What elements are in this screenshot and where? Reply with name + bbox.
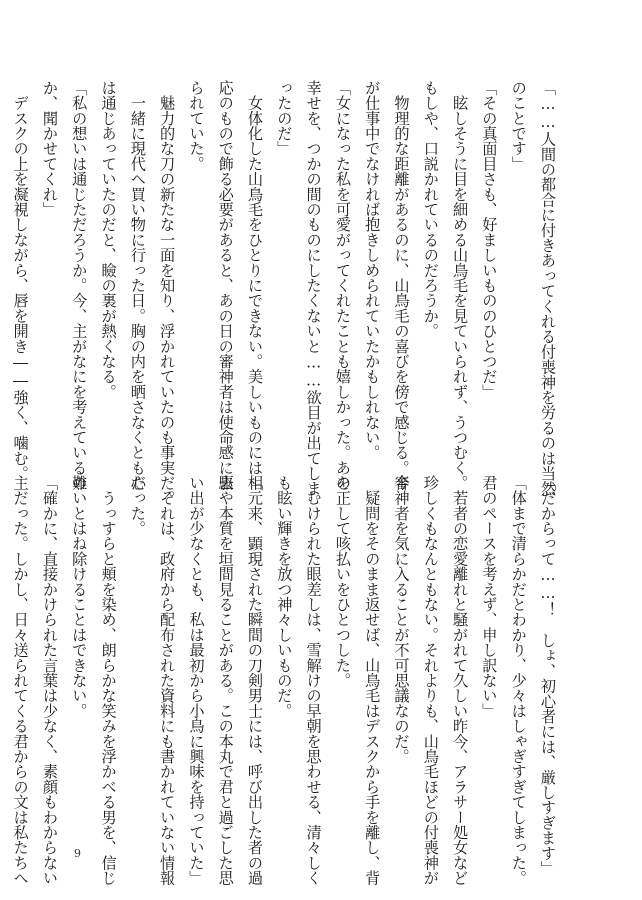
text-line: それは、政府から配布された資料にも書かれていない情報 <box>158 475 177 886</box>
text-line: 「私の想いは通じただろうか。今、主がなにを考えているの <box>70 80 89 491</box>
text-line: 「体まで清らかだとわかり、少々はしゃぎすぎてしまった。 <box>509 475 528 886</box>
text-line: もしや、口説かれているのだろうか。 <box>421 80 440 339</box>
text-line: 「その真面目さも、好ましいもののひとつだ」 <box>480 80 499 400</box>
text-line: られていた。 <box>187 80 206 172</box>
text-line: うっすらと頬を染め、朗らかな笑みを浮かべる男を、信じ <box>99 475 118 886</box>
text-line: ったのだ」 <box>275 80 294 156</box>
text-line: 「確かに、直接かけられた言葉は少なく、素顔もわからない <box>40 475 59 886</box>
text-line: 応のもので飾る必要があると、あの日の審神者は使命感に駆 <box>216 80 235 491</box>
text-line: 主だった。しかし、日々送られてくる君からの文は私たちへ <box>11 475 30 886</box>
text-line: 君のペースを考えず、申し訳ない」 <box>480 475 499 719</box>
text-line: 眩しそうに目を細める山鳥毛を見ていられず、うつむく。 <box>451 80 470 491</box>
text-line <box>0 80 5 480</box>
text-line: だった。 <box>128 475 147 536</box>
text-line: のことです」 <box>509 80 528 172</box>
text-line: も眩い輝きを放つ神々しいものだ。 <box>275 475 294 719</box>
text-line: は通じあっていたのだと、瞼の裏が熱くなる。 <box>99 80 118 400</box>
text-line: むけられた眼差しは、雪解けの早朝を思わせる、清々しく <box>304 475 323 886</box>
text-line: 難いとはね除けることはできない。 <box>70 475 89 719</box>
text-line: 若者の恋愛離れと騒がれて久しい昨今、アラサー処女など <box>451 475 470 886</box>
text-line: か、聞かせてくれ」 <box>40 80 59 217</box>
text-line: 「だからって……！ しょ、初心者には、厳しすぎます」 <box>539 475 557 876</box>
text-line: 疑問をそのまま返せば、山鳥毛はデスクから手を離し、背 <box>363 475 382 886</box>
text-line: 審神者を気に入ることが不可思議なのだ。 <box>392 475 411 764</box>
text-block-lower <box>0 475 562 886</box>
text-line: 「……人間の都合に付きあってくれる付喪神を労るのは当然 <box>539 80 557 496</box>
text-line: 女体化した山鳥毛をひとりにできない。美しいものには相 <box>246 80 265 491</box>
text-line: を正して咳払いをひとつした。 <box>333 475 352 688</box>
text-line: 一緒に現代へ買い物に行った日。胸の内を晒さなくとも心 <box>128 80 147 491</box>
text-line: 珍しくもなんともない。それよりも、山鳥毛ほどの付喪神が <box>421 475 440 886</box>
text-line: 「元来、顕現された瞬間の刀剣男士には、呼び出した者の過 <box>246 475 265 886</box>
page-number: 9 <box>74 847 81 860</box>
text-line: 去や本質を垣間見ることがある。この本丸で君と過ごした思 <box>216 475 235 886</box>
text-line: 幸せを、つかの間のものにしたくないと……欲目が出てしま <box>304 80 323 496</box>
text-line: が仕事中でなければ抱きしめられていたかもしれない。 <box>363 80 382 460</box>
text-line: 物理的な距離があるのに、山鳥毛の喜びを傍で感じる。今 <box>392 80 411 491</box>
text-line: 「女になった私を可愛がってくれたことも嬉しかった。あの <box>333 80 352 491</box>
text-line: デスクの上を凝視しながら、唇を開き――強く、噛む。 <box>11 80 30 481</box>
text-line: 魅力的な刀の新たな一面を知り、浮かれていたのも事実だ。 <box>158 80 177 506</box>
text-line <box>0 475 5 865</box>
text-line: い出が少なくとも、私は最初から小鳥に興味を持っていた」 <box>187 475 206 886</box>
